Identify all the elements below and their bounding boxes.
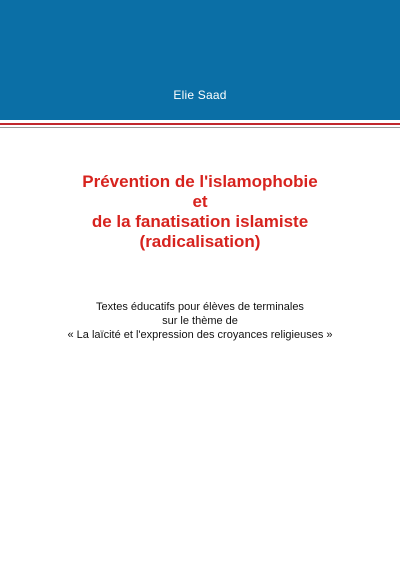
- title-line: (radicalisation): [139, 232, 261, 251]
- title-line: de la fanatisation islamiste: [91, 212, 309, 231]
- subtitle-line: Textes éducatifs pour élèves de terminales: [96, 301, 304, 313]
- book-title: [0, 172, 400, 252]
- title-line: Prévention de l'islamophobie: [82, 172, 318, 191]
- header-band: [0, 0, 400, 120]
- accent-rule: [0, 123, 400, 125]
- author-name: Elie Saad: [173, 88, 227, 102]
- divider-rule: [0, 127, 400, 128]
- title-line: et: [192, 192, 208, 211]
- book-subtitle: [0, 300, 400, 342]
- subtitle-line: sur le thème de: [162, 315, 238, 327]
- subtitle-line: « La laïcité et l'expression des croyances religieuses »: [67, 329, 333, 341]
